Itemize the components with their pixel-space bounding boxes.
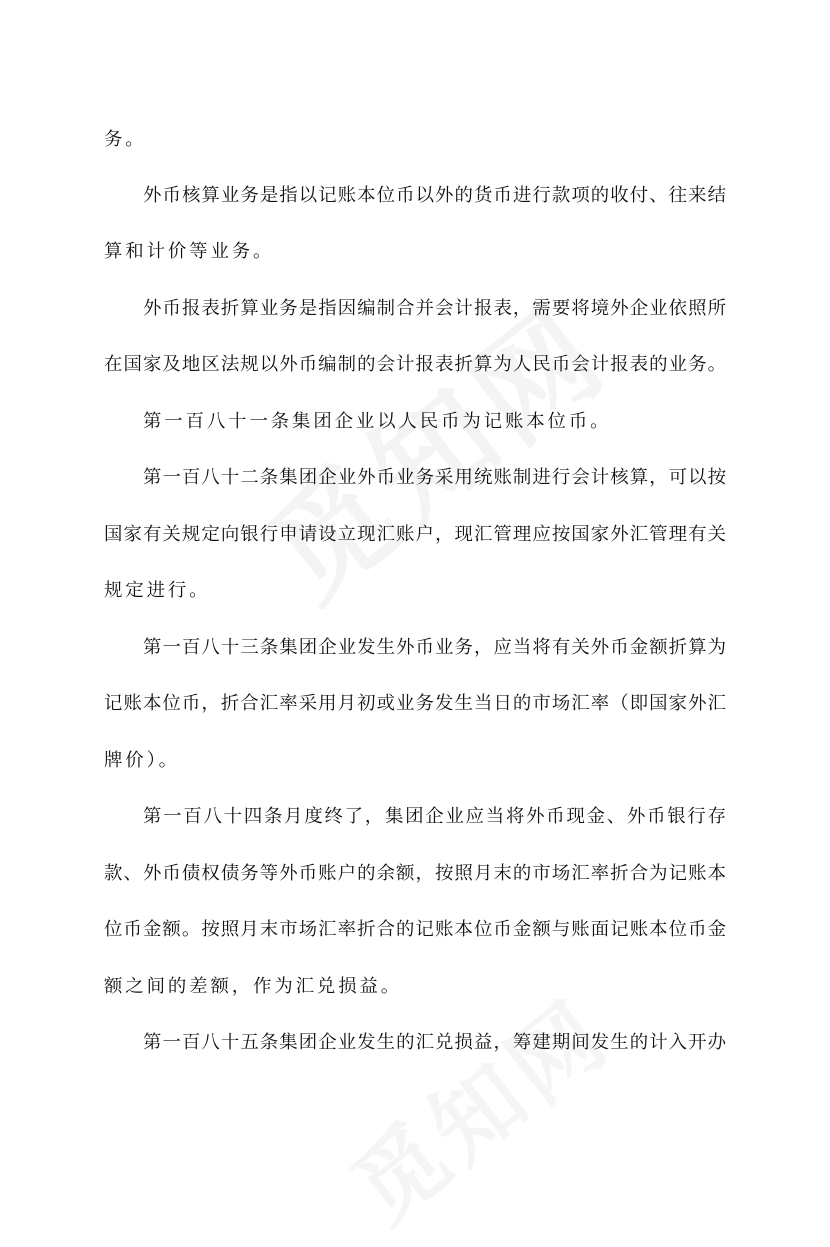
text-line: 在国家及地区法规以外币编制的会计报表折算为人民币会计报表的业务。: [104, 354, 726, 375]
text-line: 算和计价等业务。: [104, 241, 275, 262]
text-line: 位币金额。按照月末市场汇率折合的记账本位币金额与账面记账本位币金: [104, 919, 726, 940]
text-line: 规定进行。: [104, 580, 211, 601]
text-line: 外币核算业务是指以记账本位币以外的货币进行款项的收付、往来结: [143, 185, 726, 206]
text-line: 外币报表折算业务是指因编制合并会计报表，需要将境外企业依照所: [143, 298, 726, 319]
text-line: 第一百八十三条集团企业发生外币业务，应当将有关外币金额折算为: [143, 637, 726, 658]
text-line: 记账本位币，折合汇率采用月初或业务发生当日的市场汇率（即国家外汇: [104, 693, 726, 714]
text-line: 国家有关规定向银行申请设立现汇账户，现汇管理应按国家外汇管理有关: [104, 524, 726, 545]
text-line: 第一百八十五条集团企业发生的汇兑损益，筹建期间发生的计入开办: [143, 1032, 726, 1053]
text-line: 额之间的差额，作为汇兑损益。: [104, 976, 403, 997]
text-line: 第一百八十二条集团企业外币业务采用统账制进行会计核算，可以按: [143, 467, 726, 488]
text-line: 第一百八十一条集团企业以人民币为记账本位币。: [143, 411, 612, 432]
text-line: 务。: [104, 129, 147, 150]
text-line: 第一百八十四条月度终了，集团企业应当将外币现金、外币银行存: [143, 806, 726, 827]
watermark-text-lower: [321, 963, 633, 1246]
text-line: 款、外币债权债务等外币账户的余额，按照月末的市场汇率折合为记账本: [104, 863, 726, 884]
text-line: 牌价）。: [104, 750, 180, 771]
